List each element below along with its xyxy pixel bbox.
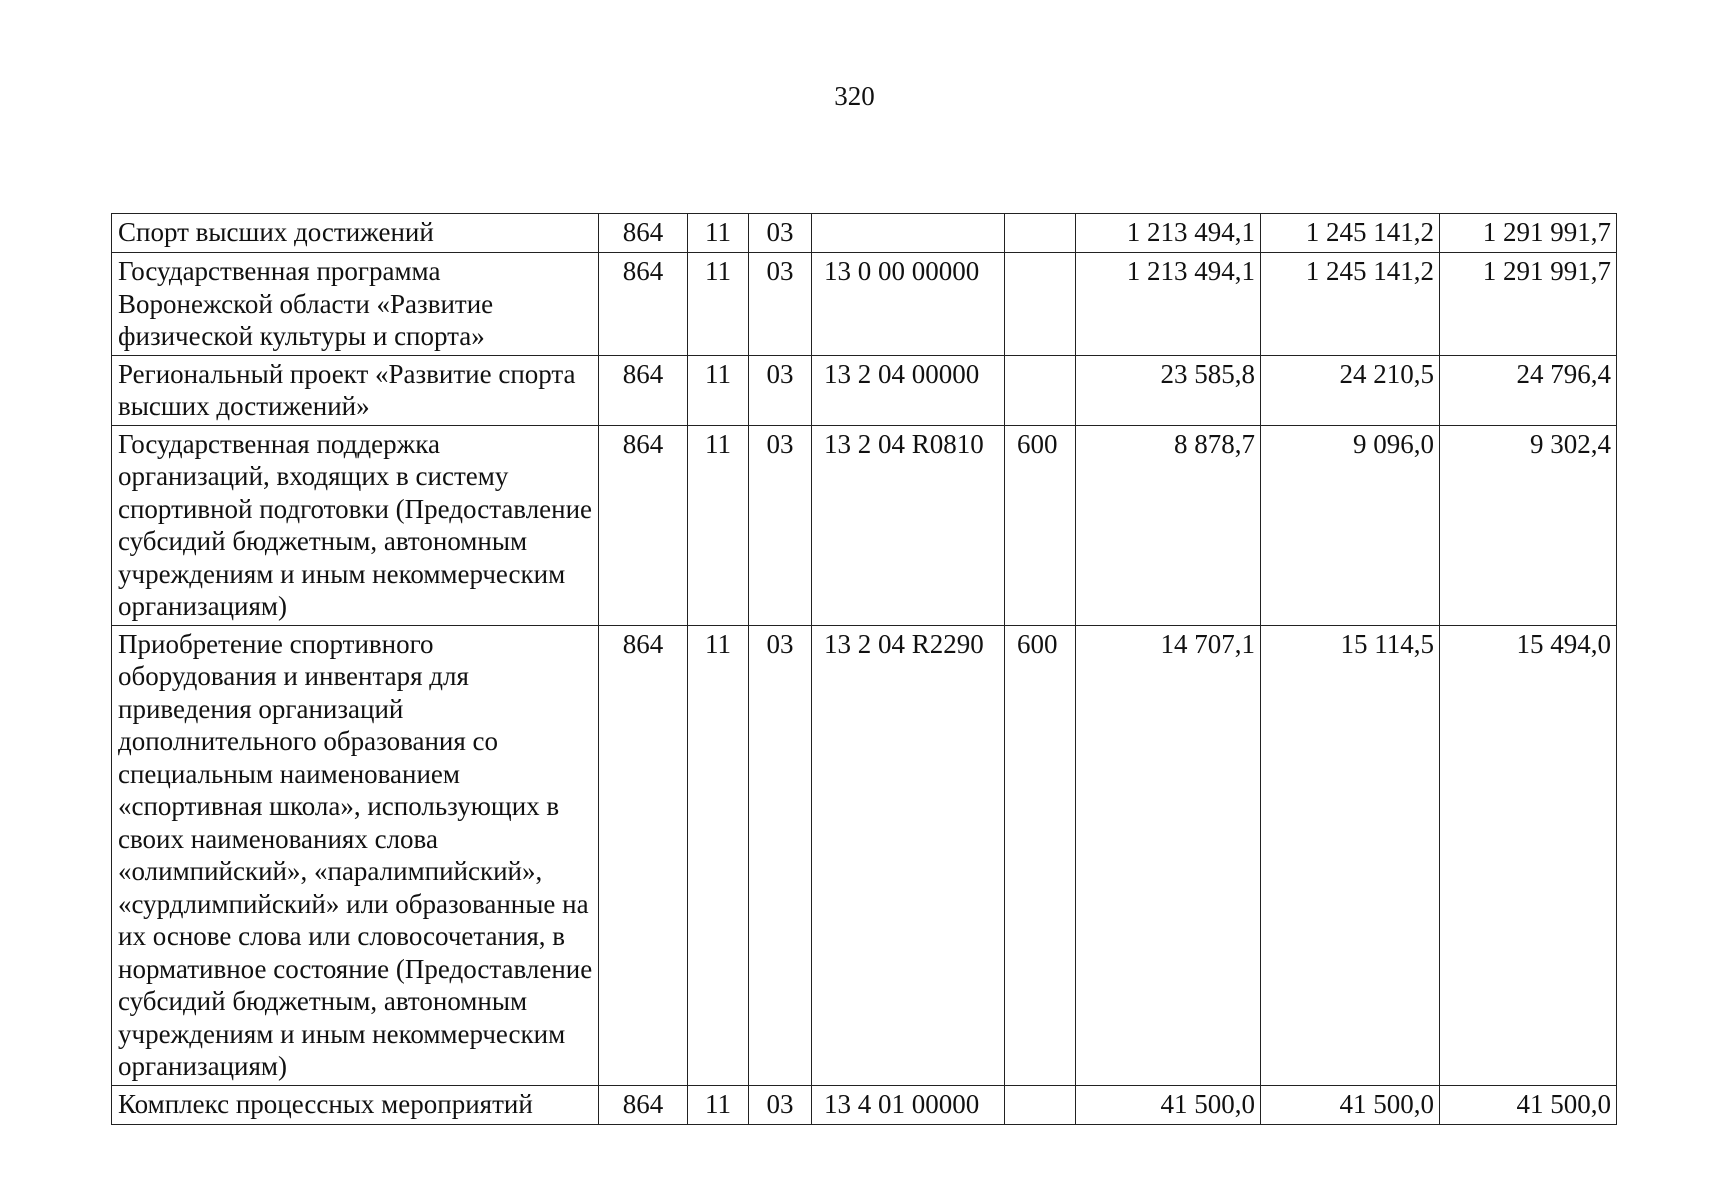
grbs-code: 864: [599, 1085, 688, 1124]
budget-table: [111, 213, 1617, 1125]
amount-year-3: 15 494,0: [1440, 625, 1617, 1085]
section-code: 11: [688, 425, 749, 625]
expense-type-code: [1005, 355, 1076, 425]
table-row: [112, 355, 1617, 425]
target-article-code: [812, 214, 1005, 253]
target-article-code: 13 2 04 R2290: [812, 625, 1005, 1085]
row-name: Комплекс процессных мероприятий: [112, 1085, 599, 1124]
row-name: Государственная программа Воронежской области «Развитие физической культуры и спорта»: [112, 253, 599, 356]
expense-type-code: [1005, 253, 1076, 356]
target-article-code: 13 2 04 00000: [812, 355, 1005, 425]
amount-year-2: 1 245 141,2: [1261, 253, 1440, 356]
grbs-code: 864: [599, 355, 688, 425]
subsection-code: 03: [749, 214, 812, 253]
amount-year-1: 41 500,0: [1076, 1085, 1261, 1124]
page-number: 320: [834, 81, 875, 111]
subsection-code: 03: [749, 253, 812, 356]
amount-year-2: 15 114,5: [1261, 625, 1440, 1085]
grbs-code: 864: [599, 253, 688, 356]
amount-year-1: 23 585,8: [1076, 355, 1261, 425]
section-code: 11: [688, 214, 749, 253]
expense-type-code: [1005, 214, 1076, 253]
amount-year-3: 1 291 991,7: [1440, 214, 1617, 253]
table-row: [112, 214, 1617, 253]
subsection-code: 03: [749, 425, 812, 625]
subsection-code: 03: [749, 1085, 812, 1124]
target-article-code: 13 2 04 R0810: [812, 425, 1005, 625]
amount-year-2: 1 245 141,2: [1261, 214, 1440, 253]
expense-type-code: 600: [1005, 625, 1076, 1085]
subsection-code: 03: [749, 625, 812, 1085]
section-code: 11: [688, 355, 749, 425]
subsection-code: 03: [749, 355, 812, 425]
section-code: 11: [688, 1085, 749, 1124]
expense-type-code: 600: [1005, 425, 1076, 625]
target-article-code: 13 0 00 00000: [812, 253, 1005, 356]
row-name: Государственная поддержка организаций, входящих в систему спортивной подготовки (Предоставление субсидий бюджетным, автономным учреждениям и иным некоммерческим организациям): [112, 425, 599, 625]
row-name: Спорт высших достижений: [112, 214, 599, 253]
amount-year-2: 24 210,5: [1261, 355, 1440, 425]
section-code: 11: [688, 253, 749, 356]
section-code: 11: [688, 625, 749, 1085]
expense-type-code: [1005, 1085, 1076, 1124]
amount-year-1: 14 707,1: [1076, 625, 1261, 1085]
amount-year-1: 8 878,7: [1076, 425, 1261, 625]
row-name: Приобретение спортивного оборудования и инвентаря для приведения организаций дополнительного образования со специальным наименованием «спортивная школа», использующих в своих наименованиях слова «олимпийский», «паралимпийский», «сурдлимпийский» или образованные на их основе слова или словосочетания, в нормативное состояние (Предоставление субсидий бюджетным, автономным учреждениям и иным некоммерческим организациям): [112, 625, 599, 1085]
amount-year-2: 9 096,0: [1261, 425, 1440, 625]
amount-year-3: 24 796,4: [1440, 355, 1617, 425]
amount-year-1: 1 213 494,1: [1076, 253, 1261, 356]
amount-year-3: 1 291 991,7: [1440, 253, 1617, 356]
row-name: Региональный проект «Развитие спорта высших достижений»: [112, 355, 599, 425]
grbs-code: 864: [599, 214, 688, 253]
amount-year-2: 41 500,0: [1261, 1085, 1440, 1124]
amount-year-1: 1 213 494,1: [1076, 214, 1261, 253]
table-row: [112, 253, 1617, 356]
table-row: [112, 1085, 1617, 1124]
grbs-code: 864: [599, 625, 688, 1085]
table-row: [112, 425, 1617, 625]
amount-year-3: 9 302,4: [1440, 425, 1617, 625]
amount-year-3: 41 500,0: [1440, 1085, 1617, 1124]
table-row: [112, 625, 1617, 1085]
target-article-code: 13 4 01 00000: [812, 1085, 1005, 1124]
grbs-code: 864: [599, 425, 688, 625]
